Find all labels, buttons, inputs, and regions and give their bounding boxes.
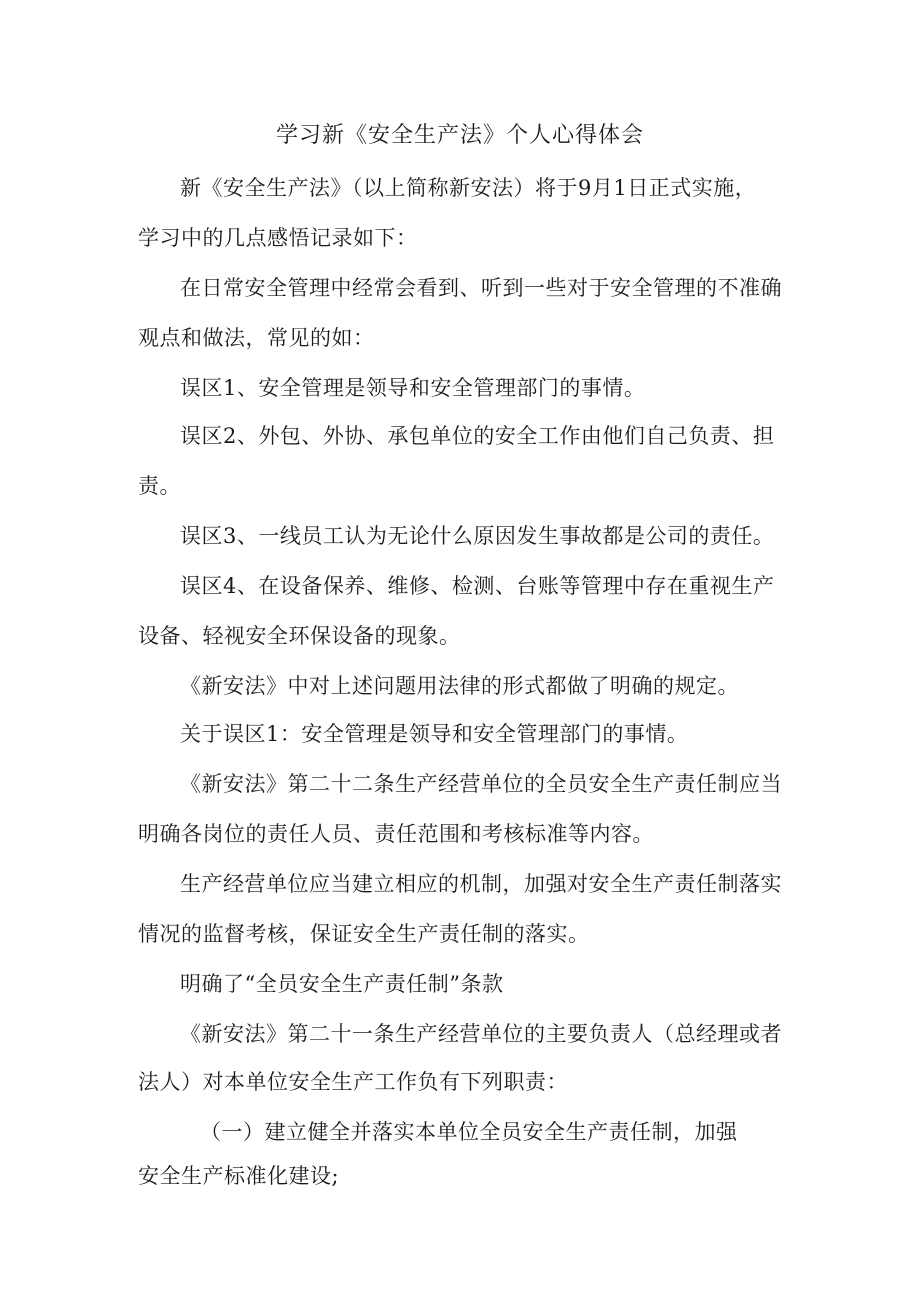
- paragraph-line: 《新安法》第二十一条生产经营单位的主要负责人（总经理或者: [180, 1022, 782, 1046]
- paragraph-line: 法人）对本单位安全生产工作负有下列职责：: [138, 1070, 568, 1094]
- paragraph-line: 学习中的几点感悟记录如下：: [138, 226, 418, 250]
- paragraph-line: 误区2、外包、外协、承包单位的安全工作由他们自己负责、担: [180, 424, 775, 448]
- paragraph-line: 观点和做法，常见的如：: [138, 326, 375, 350]
- paragraph-line: 生产经营单位应当建立相应的机制，加强对安全生产责任制落实: [180, 872, 782, 896]
- paragraph-line: 设备、轻视安全环保设备的现象。: [138, 624, 461, 648]
- paragraph-line: 情况的监督考核，保证安全生产责任制的落实。: [138, 922, 590, 946]
- paragraph-line: 误区1、安全管理是领导和安全管理部门的事情。: [180, 376, 646, 400]
- paragraph-line: 新《安全生产法》（以上简称新安法）将于9月1日正式实施，: [180, 176, 757, 200]
- paragraph-line: 责。: [138, 474, 181, 498]
- paragraph-line: 误区4、在设备保养、维修、检测、台账等管理中存在重视生产: [180, 574, 775, 598]
- paragraph-line: 《新安法》中对上述问题用法律的形式都做了明确的规定。: [180, 674, 739, 698]
- paragraph-line: 明确各岗位的责任人员、责任范围和考核标准等内容。: [138, 822, 654, 846]
- paragraph-line: 误区3、一线员工认为无论什么原因发生事故都是公司的责任。: [180, 524, 775, 548]
- paragraph-line: 《新安法》第二十二条生产经营单位的全员安全生产责任制应当: [180, 772, 782, 796]
- document-title: 学习新《安全生产法》个人心得体会: [275, 123, 644, 148]
- paragraph-line: （一）建立健全并落实本单位全员安全生产责任制，加强: [200, 1120, 738, 1144]
- paragraph-line: 关于误区1：安全管理是领导和安全管理部门的事情。: [180, 722, 689, 746]
- paragraph-line: 在日常安全管理中经常会看到、听到一些对于安全管理的不准确: [180, 276, 782, 300]
- paragraph-line: 明确了“全员安全生产责任制”条款: [180, 972, 504, 996]
- paragraph-line: 安全生产标准化建设;: [138, 1164, 340, 1188]
